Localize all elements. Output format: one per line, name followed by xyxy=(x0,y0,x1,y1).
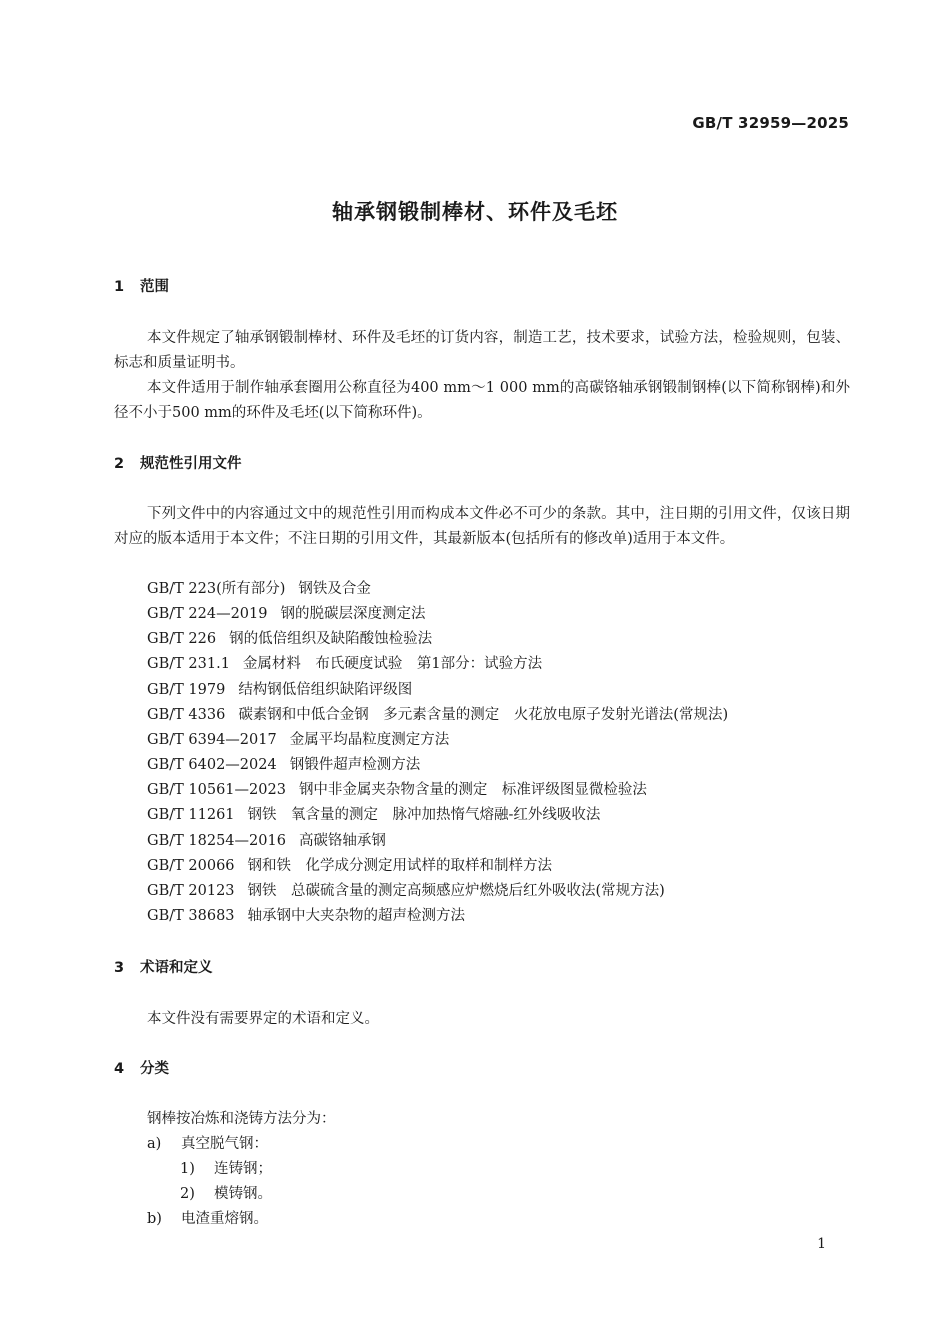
reference-list xyxy=(147,577,728,929)
reference-title: 钢铁 总碳硫含量的测定高频感应炉燃烧后红外吸收法(常规方法) xyxy=(247,882,665,899)
reference-code: GB/T 231.1 xyxy=(147,656,230,673)
reference-code: GB/T 1979 xyxy=(147,681,226,698)
reference-item xyxy=(147,652,728,677)
reference-item xyxy=(147,703,728,728)
terms-paragraph: 本文件没有需要界定的术语和定义。 xyxy=(147,1011,379,1027)
section-title: 术语和定义 xyxy=(140,960,213,976)
reference-code: GB/T 20066 xyxy=(147,857,235,874)
list-text: 模铸钢。 xyxy=(214,1186,272,1202)
reference-item xyxy=(147,678,728,703)
reference-title: 结构钢低倍组织缺陷评级图 xyxy=(238,681,413,698)
reference-title: 钢铁 氧含量的测定 脉冲加热惰气熔融-红外线吸收法 xyxy=(247,807,601,824)
reference-code: GB/T 10561—2023 xyxy=(147,782,286,799)
reference-title: 金属平均晶粒度测定方法 xyxy=(289,731,450,748)
reference-title: 轴承钢中大夹杂物的超声检测方法 xyxy=(247,908,466,925)
reference-code: GB/T 223(所有部分) xyxy=(147,581,286,597)
reference-item xyxy=(147,753,728,778)
reference-code: GB/T 11261 xyxy=(147,807,235,824)
section-title: 规范性引用文件 xyxy=(140,456,242,472)
reference-code: GB/T 18254—2016 xyxy=(147,832,286,849)
reference-item xyxy=(147,854,728,879)
scope-paragraph-1: 本文件规定了轴承钢锻制棒材、环件及毛坯的订货内容，制造工艺，技术要求，试验方法，检验规则，包装、标志和质量证明书。 xyxy=(114,330,850,371)
reference-title: 钢的低倍组织及缺陷酸蚀检验法 xyxy=(229,631,433,648)
list-label: 2) xyxy=(180,1186,195,1202)
reference-code: GB/T 4336 xyxy=(147,706,226,723)
section-3-heading xyxy=(114,957,213,979)
reference-code: GB/T 224—2019 xyxy=(147,606,268,623)
reference-title: 钢的脱碳层深度测定法 xyxy=(280,606,426,623)
classification-intro: 钢棒按冶炼和浇铸方法分为： xyxy=(147,1111,336,1127)
section-1-heading xyxy=(114,276,169,298)
reference-code: GB/T 6402—2024 xyxy=(147,757,277,774)
list-label: 1) xyxy=(180,1161,195,1177)
reference-item xyxy=(147,778,728,803)
scope-paragraph-2: 本文件适用于制作轴承套圈用公称直径为400 mm～1 000 mm的高碳铬轴承钢锻制钢棒(以下简称钢棒)和外径不小于500 mm的环件及毛坯(以下简称环件)。 xyxy=(114,380,850,421)
reference-item xyxy=(147,904,728,929)
list-label: a) xyxy=(147,1136,162,1152)
standard-code: GB/T 32959—2025 xyxy=(692,114,849,132)
reference-title: 钢锻件超声检测方法 xyxy=(289,757,421,774)
reference-item xyxy=(147,803,728,828)
reference-item xyxy=(147,602,728,627)
list-text: 真空脱气钢： xyxy=(181,1136,268,1152)
list-item-a1 xyxy=(180,1157,272,1182)
reference-title: 钢和铁 化学成分测定用试样的取样和制样方法 xyxy=(247,857,553,874)
reference-item xyxy=(147,627,728,652)
section-4-heading xyxy=(114,1058,169,1080)
list-label: b) xyxy=(147,1211,162,1227)
section-title: 分类 xyxy=(140,1061,169,1077)
list-text: 连铸钢； xyxy=(214,1161,272,1177)
reference-code: GB/T 20123 xyxy=(147,882,235,899)
section-number: 2 xyxy=(114,456,125,472)
reference-title: 钢铁及合金 xyxy=(298,581,371,597)
reference-item xyxy=(147,728,728,753)
reference-title: 金属材料 布氏硬度试验 第1部分：试验方法 xyxy=(242,656,543,673)
section-number: 3 xyxy=(114,960,125,976)
reference-title: 高碳铬轴承钢 xyxy=(298,832,386,849)
list-item-a2 xyxy=(180,1182,272,1207)
section-2-heading xyxy=(114,453,242,475)
list-text: 电渣重熔钢。 xyxy=(181,1211,268,1227)
normative-references-intro: 下列文件中的内容通过文中的规范性引用而构成本文件必不可少的条款。其中，注日期的引用文件，仅该日期对应的版本适用于本文件；不注日期的引用文件，其最新版本(包括所有的修改单)适用于本文件。 xyxy=(114,506,850,547)
reference-code: GB/T 38683 xyxy=(147,908,235,925)
reference-code: GB/T 226 xyxy=(147,631,217,648)
reference-item xyxy=(147,577,728,602)
list-item-a xyxy=(147,1132,268,1157)
page-number: 1 xyxy=(817,1236,826,1252)
reference-code: GB/T 6394—2017 xyxy=(147,731,277,748)
reference-title: 钢中非金属夹杂物含量的测定 标准评级图显微检验法 xyxy=(298,782,647,799)
reference-title: 碳素钢和中低合金钢 多元素含量的测定 火花放电原子发射光谱法(常规法) xyxy=(238,706,729,723)
section-number: 1 xyxy=(114,279,125,295)
document-title: 轴承钢锻制棒材、环件及毛坯 xyxy=(332,200,618,224)
list-item-b xyxy=(147,1207,268,1232)
section-number: 4 xyxy=(114,1061,125,1077)
reference-item xyxy=(147,829,728,854)
reference-item xyxy=(147,879,728,904)
section-title: 范围 xyxy=(140,279,169,295)
